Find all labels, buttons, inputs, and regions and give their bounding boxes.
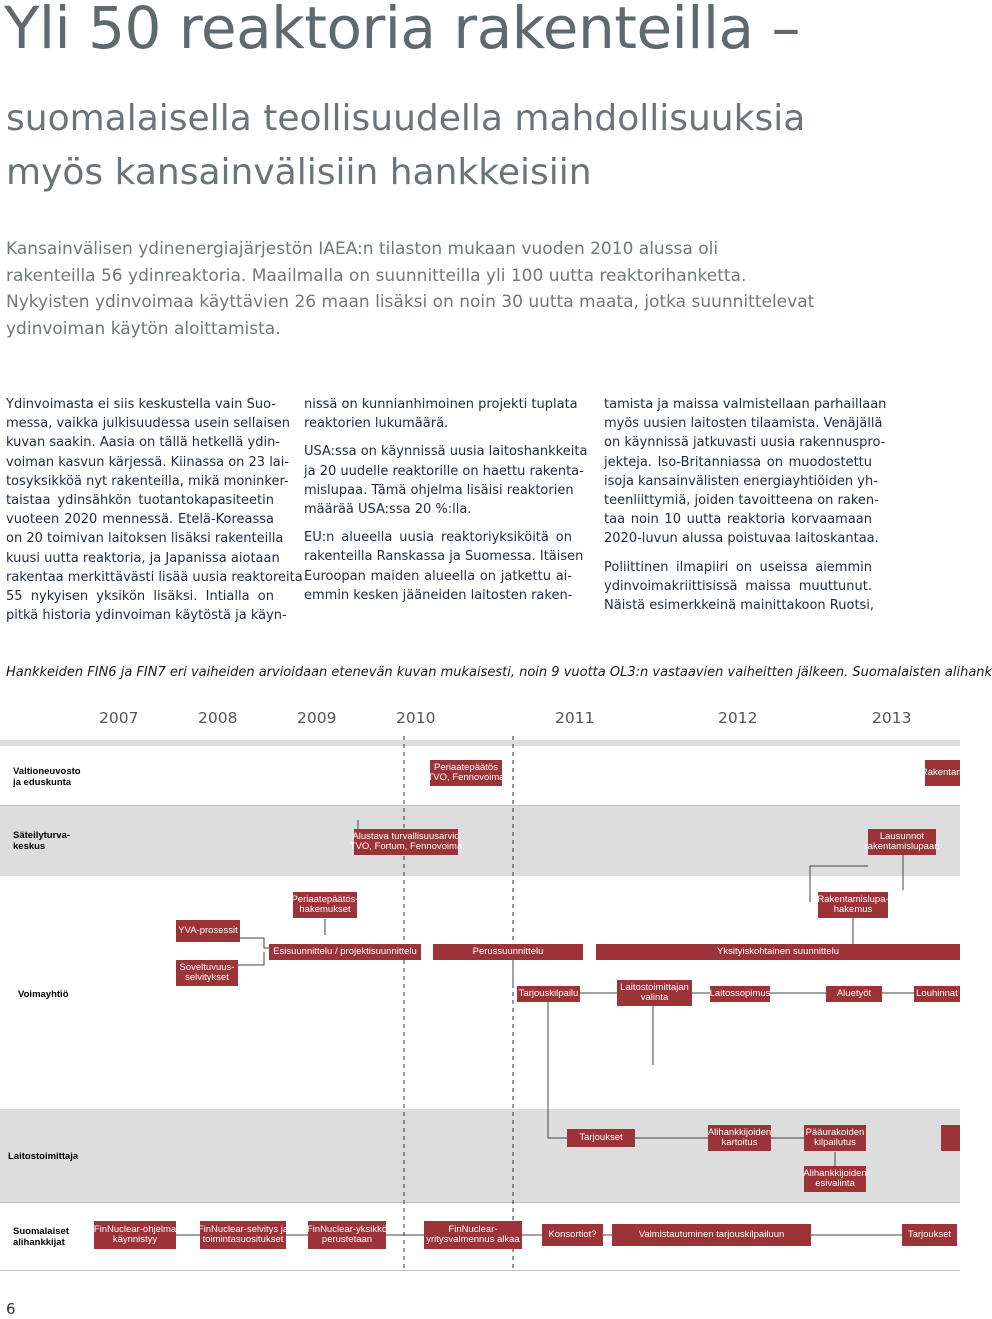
box-feasibility: Soveltuvuus- selvitykset xyxy=(176,960,238,986)
box-safety-assessment: Alustava turvallisuusarvio TVO, Fortum, Fennovoima xyxy=(354,829,458,855)
column-line: messa, vaikka julkisuudessa usein sellaisen xyxy=(6,416,290,432)
column-line: voiman kasvun kärjessä. Kiinassa on 23 lai- xyxy=(6,454,290,470)
box-bids: Tarjoukset xyxy=(567,1129,635,1147)
intro-paragraph xyxy=(6,236,956,342)
year-label: 2013 xyxy=(872,709,912,727)
year-label: 2007 xyxy=(99,709,139,727)
lane-stuk xyxy=(0,806,960,876)
box-pre-design: Esisuunnittelu / projektisuunnittelu xyxy=(269,944,421,960)
column-line: 2020-luvun alussa poistuvaa laitoskantaa. xyxy=(604,531,879,547)
box-permit-application: Rakentamislupa- hakemus xyxy=(818,892,888,918)
column-line: jekteja. Iso-Britanniassa on muodostettu xyxy=(604,454,872,470)
lane-divider xyxy=(0,1202,960,1203)
column-paragraph xyxy=(604,558,875,616)
subtitle-line: myös kansainvälisiin hankkeisiin xyxy=(6,152,592,193)
box-plant-contract: Laitossopimus xyxy=(710,986,770,1002)
column-line: mislupaa. Tämä ohjelma lisäisi reaktorien xyxy=(304,482,574,498)
body-column-1 xyxy=(6,395,303,634)
page-number: 6 xyxy=(6,1300,16,1318)
column-paragraph xyxy=(6,395,303,625)
column-line: pitkä historia ydinvoiman käytöstä ja käyn- xyxy=(6,608,287,624)
body-column-3 xyxy=(604,395,887,624)
box-supplier-selection: Laitostoimittajan valinta xyxy=(617,980,692,1006)
box-site-works: Aluetyöt xyxy=(826,986,882,1002)
box-subcontractor-preselection: Alihankkijoiden esivalinta xyxy=(804,1166,866,1192)
column-line: Euroopan maiden alueella on jatkettu ai- xyxy=(304,568,572,584)
column-line: emmin kesken jääneiden laitosten raken- xyxy=(304,587,573,603)
column-line: rakenteilla Ranskassa ja Suomessa. Itäisen xyxy=(304,549,584,565)
subtitle-line: suomalaisella teollisuudella mahdollisuuksia xyxy=(6,98,806,139)
lane-divider xyxy=(0,1270,960,1271)
box-eia-processes: YVA-prosessit xyxy=(176,920,240,942)
column-line: taa noin 10 uutta reaktoria korvaamaan xyxy=(604,512,872,528)
box-basic-design: Perussuunnittelu xyxy=(433,944,583,960)
row-label-utility: Voimayhtiö xyxy=(18,989,69,1000)
column-line: USA:ssa on käynnissä uusia laitoshankkeita xyxy=(304,444,588,460)
intro-line: ydinvoiman käytön aloittamista. xyxy=(6,318,281,339)
column-line: taistaa ydinsähkön tuotantokapasiteetin xyxy=(6,493,274,509)
column-line: on käynnissä jatkuvasti uusia rakennuspro- xyxy=(604,435,886,451)
year-label: 2011 xyxy=(555,709,595,727)
column-paragraph xyxy=(304,528,584,605)
connector xyxy=(238,952,264,965)
box-cut-off xyxy=(941,1125,960,1151)
row-label-government: Valtioneuvosto ja eduskunta xyxy=(13,766,81,788)
intro-line: Kansainvälisen ydinenergiajärjestön IAEA:n tilaston mukaan vuoden 2010 alussa oli xyxy=(6,239,719,259)
box-decision-in-principle: Periaatepäätös TVO, Fennovoima xyxy=(430,760,502,786)
box-tendering: Tarjouskilpailu xyxy=(517,986,580,1002)
year-label: 2010 xyxy=(396,709,436,727)
column-line: reaktorien lukumäärä. xyxy=(304,416,449,432)
page-title: Yli 50 reaktoria rakenteilla – xyxy=(4,0,800,62)
box-bids-subcontractors: Tarjoukset xyxy=(902,1224,957,1246)
column-paragraph xyxy=(604,395,887,549)
box-finnuclear-program: FinNuclear-ohjelma käynnistyy xyxy=(94,1221,176,1249)
column-paragraph xyxy=(304,395,578,433)
box-bid-preparation: Valmistautuminen tarjouskilpailuun xyxy=(612,1224,811,1246)
band-top xyxy=(0,740,960,746)
column-line: Poliittinen ilmapiiri on useissa aiemmin xyxy=(604,559,872,575)
column-line: teenliittymiä, joiden tavoitteena on raken- xyxy=(604,493,879,509)
column-line: isoja kansainvälisten energiayhtiöiden yh- xyxy=(604,473,878,489)
column-line: tosyksikköä nyt rakenteilla, mikä moninker- xyxy=(6,473,289,489)
column-line: on 20 toimivan laitoksen lisäksi rakenteilla xyxy=(6,531,284,547)
box-excavation: Louhinnat xyxy=(914,986,960,1002)
box-construction-permit: Rakentam xyxy=(925,760,960,786)
column-line: 55 nykyisen yksikön lisäksi. Intialla on xyxy=(6,589,274,605)
column-line: ja 20 uudelle reaktorille on haettu rakenta- xyxy=(304,463,584,479)
column-line: nissä on kunnianhimoinen projekti tuplata xyxy=(304,397,578,412)
intro-line: rakenteilla 56 ydinreaktoria. Maailmalla on suunnitteilla yli 100 uutta reaktorihanketta. xyxy=(6,265,747,286)
intro-line: Nykyisten ydinvoimaa käyttävien 26 maan lisäksi on noin 30 uutta maata, jotka suunnittelevat xyxy=(6,292,815,312)
row-label-subcontractors: Suomalaiset alihankkijat xyxy=(13,1226,69,1248)
column-paragraph xyxy=(304,442,588,519)
column-line: Näistä esimerkkeinä mainittakoon Ruotsi, xyxy=(604,598,875,614)
box-dip-applications: Periaatepäätös- hakemukset xyxy=(293,892,357,918)
box-consortia: Konsortiot? xyxy=(542,1224,603,1246)
year-label: 2008 xyxy=(198,709,238,727)
column-line: rakentaa merkittävästi lisää uusia reaktoreita xyxy=(6,569,303,585)
box-finnuclear-unit: FinNuclear-yksikkö perustetaan xyxy=(308,1221,386,1249)
column-line: vuoteen 2020 mennessä. Etelä-Koreassa xyxy=(6,512,274,528)
column-line: EU:n alueella uusia reaktoriyksiköitä on xyxy=(304,530,572,546)
box-detail-design: Yksityiskohtainen suunnittelu xyxy=(596,944,960,960)
column-line: määrää USA:ssa 20 %:lla. xyxy=(304,502,472,518)
column-line: myös uusien laitosten tilaamista. Venäjällä xyxy=(604,416,883,432)
year-label: 2009 xyxy=(297,709,337,727)
column-line: Ydinvoimasta ei siis keskustella vain Suo- xyxy=(6,397,276,412)
column-line: ydinvoimakriittisissä maissa muuttunut. xyxy=(604,578,872,594)
page-subtitle xyxy=(6,92,805,200)
column-line: kuusi uutta reaktoria, ja Japanissa aiotaan xyxy=(6,550,280,566)
figure-caption: Hankkeiden FIN6 ja FIN7 eri vaiheiden arvioidaan etenevän kuvan mukaisesti, noin 9 vuotta OL3:n vastaavien vaiheitten jälkeen. Suomalaisten alihank xyxy=(6,665,992,680)
box-finnuclear-study: FinNuclear-selvitys ja toimintasuositukset xyxy=(200,1221,286,1249)
row-label-stuk: Säteilyturva- keskus xyxy=(13,830,71,852)
box-subcontractor-survey: Alihankkijoiden kartoitus xyxy=(708,1125,771,1151)
column-line: kuvan saakin. Aasia on tällä hetkellä ydin- xyxy=(6,435,281,451)
column-line: tamista ja maissa valmistellaan parhaillaan xyxy=(604,397,887,412)
box-finnuclear-coaching: FinNuclear- yritysvalmennus alkaa xyxy=(424,1221,522,1249)
year-label: 2012 xyxy=(718,709,758,727)
box-main-contract-tender: Pääurakoiden kilpailutus xyxy=(804,1125,866,1151)
body-column-2 xyxy=(304,395,588,614)
box-statements: Lausunnot rakentamislupaan xyxy=(868,829,936,855)
row-label-plant-supplier: Laitostoimittaja xyxy=(8,1151,79,1162)
